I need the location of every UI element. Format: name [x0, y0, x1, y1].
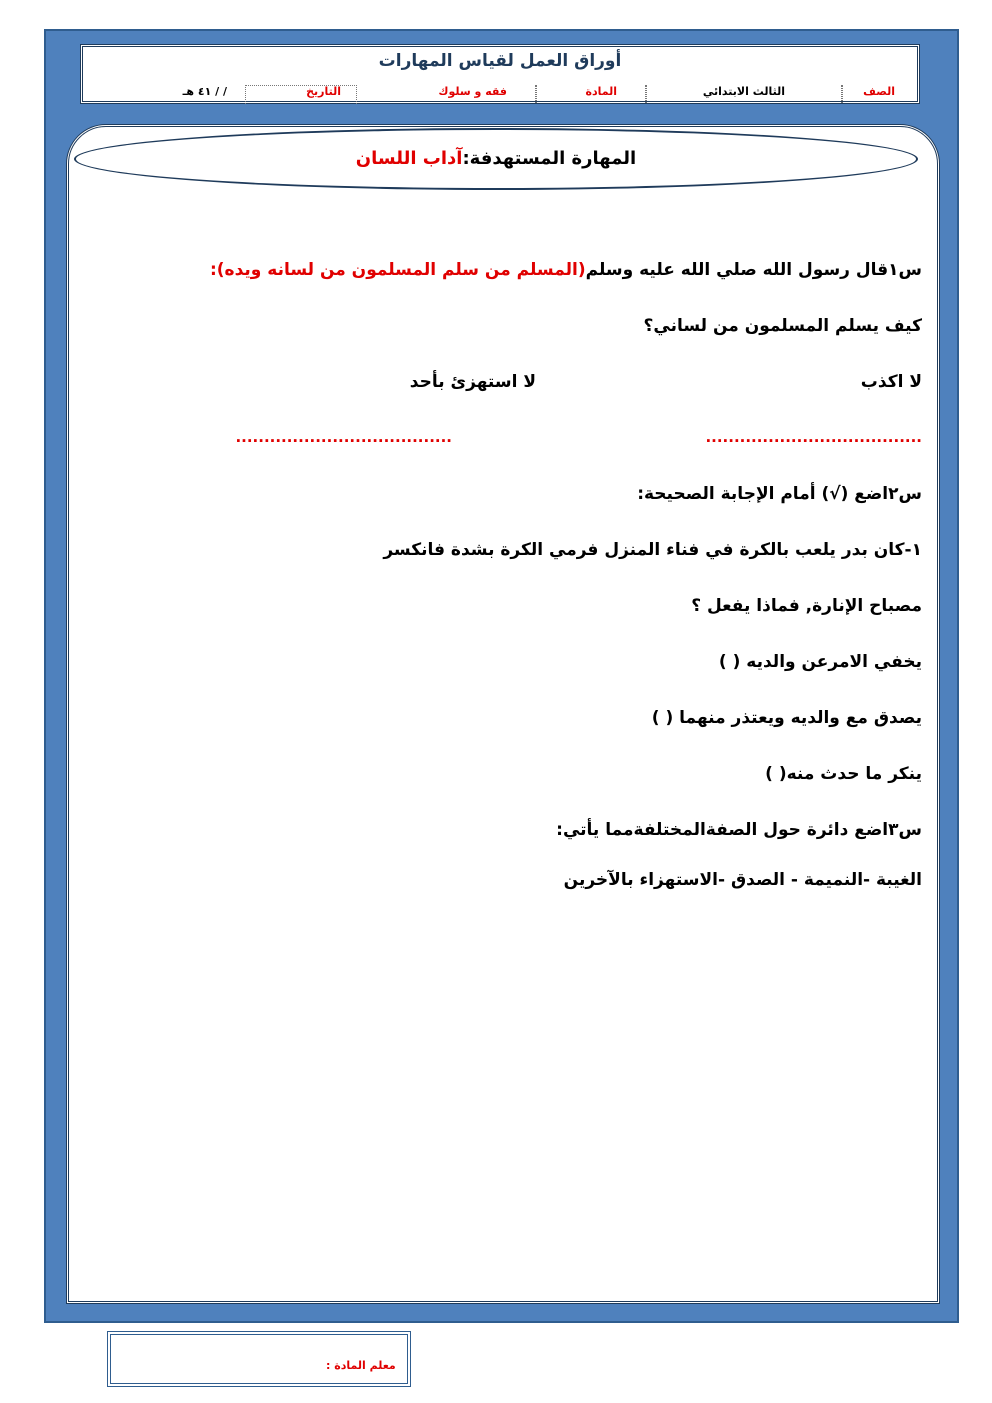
q1-intro: س١قال رسول الله صلي الله عليه وسلم — [585, 260, 922, 280]
q1-answer-2: لا استهزئ بأحد — [409, 372, 536, 392]
q1-intro-line — [210, 260, 922, 280]
header-info-row — [83, 85, 917, 103]
grade-label: الصف — [863, 85, 895, 98]
page-frame — [44, 29, 959, 1323]
separator — [535, 85, 537, 103]
q1-blank-2: ...................................... — [235, 428, 452, 446]
q2-option-1: يخفي الامرعن والديه ( ) — [718, 652, 922, 672]
q1-question: كيف يسلم المسلمون من لساني؟ — [643, 316, 922, 336]
date-label: التاريخ — [306, 85, 341, 98]
teacher-signature-box — [107, 1331, 411, 1387]
separator — [645, 85, 647, 103]
q1-answer-1: لا اكذب — [860, 372, 922, 392]
worksheet-title: أوراق العمل لقياس المهارات — [378, 51, 622, 71]
separator — [841, 85, 843, 103]
q2-option-2: يصدق مع والديه ويعتذر منهما ( ) — [651, 708, 922, 728]
subject-value: فقه و سلوك — [438, 85, 507, 98]
worksheet-header — [80, 44, 920, 104]
q2-option-3: ينكر ما حدث منه( ) — [765, 764, 922, 784]
target-skill-banner — [74, 128, 918, 190]
subject-label: المادة — [585, 85, 617, 98]
date-value: / / ٤١ هـ — [182, 85, 227, 98]
q2-line-1: ١-كان بدر يلعب بالكرة في فناء المنزل فرمي الكرة بشدة فانكسر — [383, 540, 922, 560]
q1-blank-1: ...................................... — [705, 428, 922, 446]
skill-value: آداب اللسان — [355, 148, 463, 169]
q3-title: س٣اضع دائرة حول الصفةالمختلفةمما يأتي: — [556, 820, 922, 840]
skill-label: المهارة المستهدفة: — [462, 148, 637, 169]
q3-options: الغيبة -النميمة - الصدق -الاستهزاء بالآخرين — [563, 870, 922, 890]
q1-hadith: (المسلم من سلم المسلمون من لسانه ويده): — [209, 260, 586, 280]
q2-line-2: مصباح الإنارة, فماذا يفعل ؟ — [691, 596, 922, 616]
q2-title: س٢اضع (√) أمام الإجابة الصحيحة: — [637, 484, 922, 504]
grade-value: الثالث الابتدائي — [702, 85, 785, 98]
teacher-label: معلم المادة : — [326, 1359, 396, 1372]
